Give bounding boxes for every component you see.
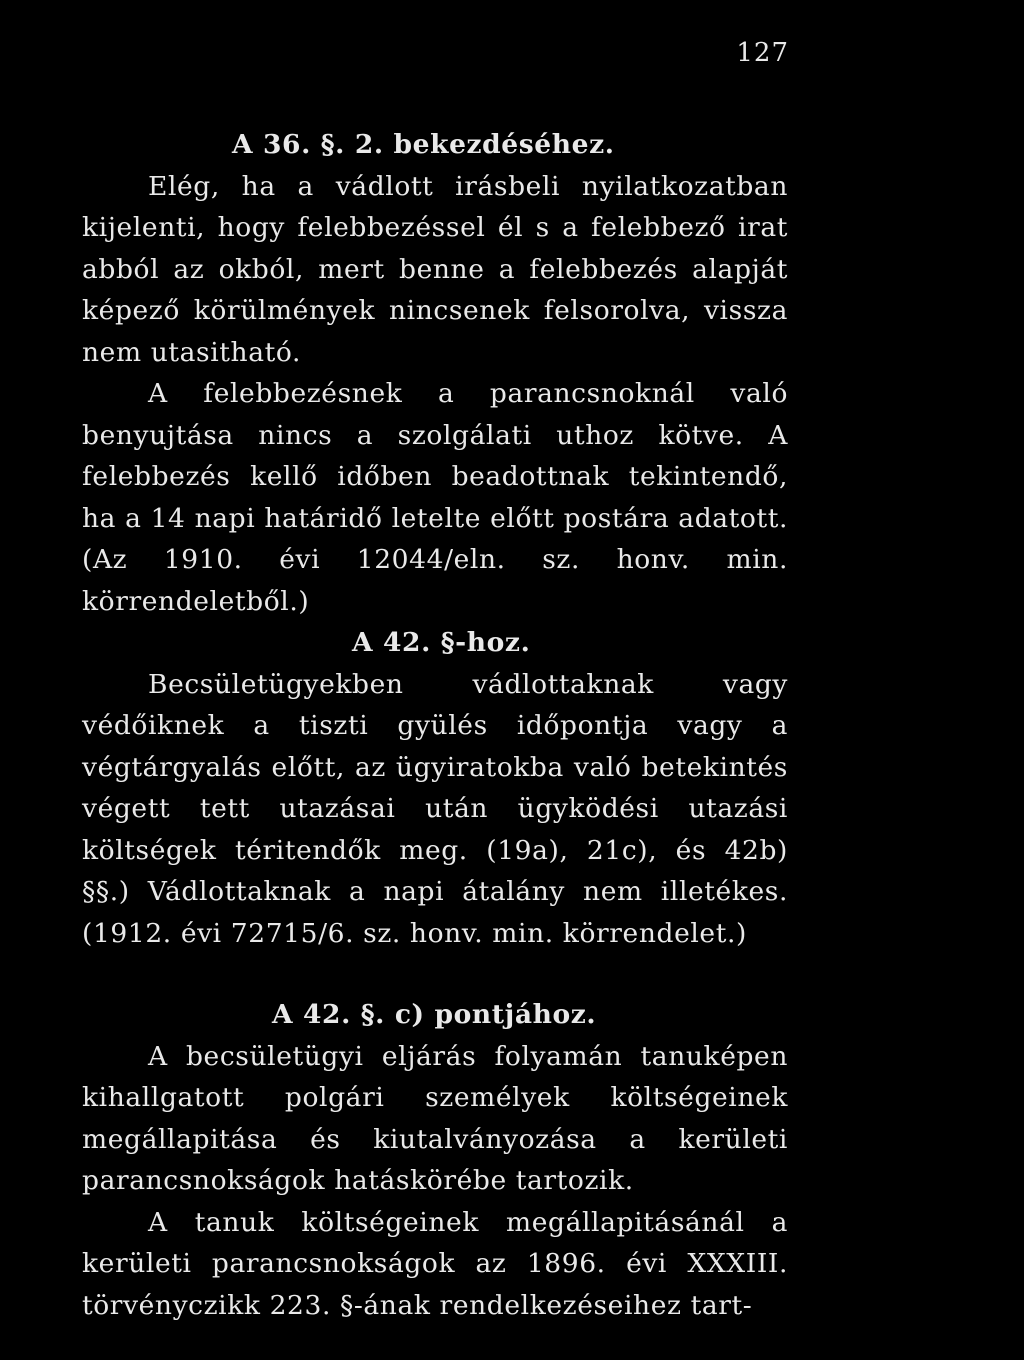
paragraph: Becsületügyekben vádlottaknak vagy védőiknek a tiszti gyülés időpontja vagy a végtárgyalás előtt, az ügyiratokba való betekintés végett tett utazásai után ügyködési utazási költségek téritendők meg. (19a), 21c), és 42b) §§.) Vádlottaknak a napi átalány nem illetékes. (1912. évi 72715/6. sz. honv. min. körrendelet.) [82, 668, 788, 949]
text-body [82, 124, 788, 1326]
section-heading: A 42. §-hoz. [352, 627, 531, 658]
paragraph: A felebbezésnek a parancsnoknál való benyujtása nincs a szolgálati uthoz kötve. A felebbezés kellő időben beadottnak tekintendő, ha a 14 napi határidő letelte előtt postára adatott. (Az 1910. évi 12044/eln. sz. honv. min. körrendeletből.) [82, 378, 788, 617]
paragraph: A tanuk költségeinek megállapitásánál a kerületi parancsnokságok az 1896. évi XXXIII. törvényczikk 223. §-ának rendelkezéseihez tart- [82, 1206, 788, 1321]
paragraph: Elég, ha a vádlott irásbeli nyilatkozatban kijelenti, hogy felebbezéssel él s a felebbező irat abból az okból, mert benne a felebbezés alapját képező körülmények nincsenek felsorolva, vissza nem utasitható. [82, 170, 788, 368]
page-number: 127 [736, 38, 789, 68]
section-heading: A 42. §. c) pontjához. [272, 999, 597, 1030]
section-heading: A 36. §. 2. bekezdéséhez. [232, 129, 615, 160]
paragraph: A becsületügyi eljárás folyamán tanuképen kihallgatott polgári személyek költségeinek megállapitása és kiutalványozása a kerületi parancsnokságok hatáskörébe tartozik. [82, 1040, 788, 1196]
